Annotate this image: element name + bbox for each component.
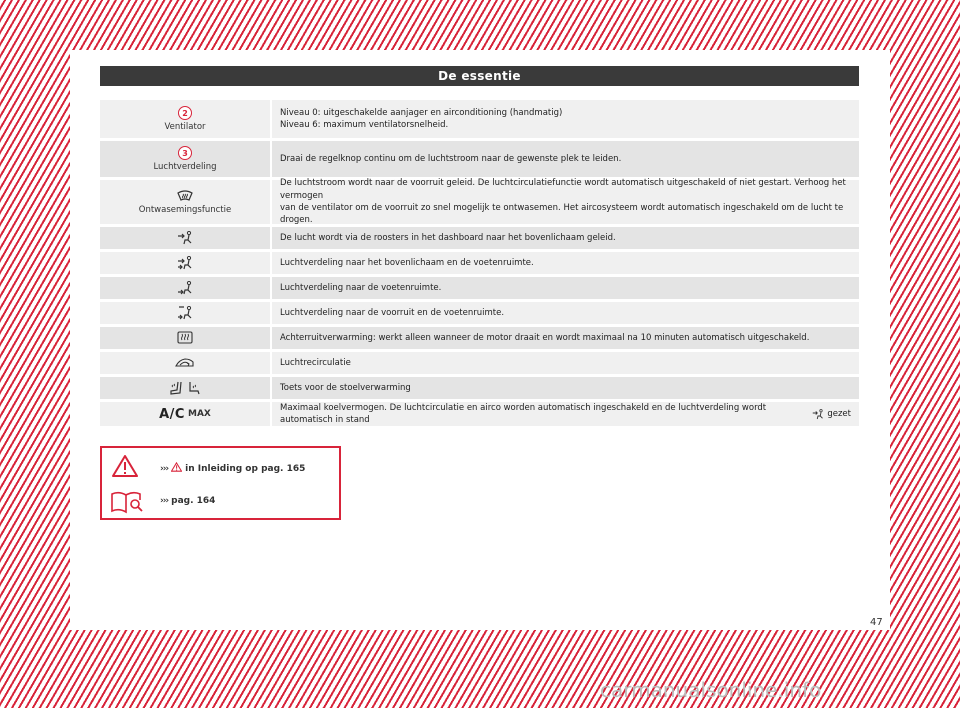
warning-reference[interactable] — [160, 462, 305, 475]
table-row — [100, 252, 859, 274]
airflow-upper-feet-icon — [177, 256, 193, 270]
description-line: Luchtverdeling naar de voetenruimte. — [280, 282, 442, 293]
row-description — [272, 252, 859, 274]
row-label-cell — [100, 100, 270, 138]
page-reference[interactable] — [160, 496, 215, 506]
row-label-cell — [100, 277, 270, 299]
description-line: Luchtverdeling naar de voorruit en de voetenruimte. — [280, 307, 505, 318]
row-label-cell — [100, 327, 270, 349]
row-description — [272, 100, 859, 138]
row-description — [272, 377, 859, 399]
row-description — [272, 402, 859, 426]
manual-book-icon — [110, 490, 144, 518]
row-description — [272, 180, 859, 224]
table-row — [100, 352, 859, 374]
description-line: gezet — [827, 408, 851, 419]
rear-defrost-icon — [177, 331, 193, 345]
row-label: Ventilator — [164, 122, 206, 132]
table-row — [100, 141, 859, 177]
table-row — [100, 277, 859, 299]
reference-text: pag. 164 — [171, 496, 216, 506]
row-description — [272, 227, 859, 249]
airflow-windshield-feet-icon — [177, 306, 193, 320]
number-badge: 3 — [178, 146, 192, 160]
row-description — [272, 277, 859, 299]
number-badge: 2 — [178, 106, 192, 120]
table-row — [100, 327, 859, 349]
table-row — [100, 377, 859, 399]
page-number: 47 — [870, 617, 883, 628]
row-label-cell — [100, 352, 270, 374]
row-label-cell — [100, 377, 270, 399]
warning-box — [100, 446, 341, 520]
row-label-cell — [100, 402, 270, 426]
row-label-cell — [100, 302, 270, 324]
description-line: Maximaal koelvermogen. De luchtcirculatie en airco worden automatisch ingeschakeld en de luchtverdeling wordt automatisch in stand — [280, 402, 767, 425]
row-label-cell — [100, 227, 270, 249]
airflow-feet-icon — [177, 281, 193, 295]
section-title: De essentie — [438, 69, 521, 83]
ac-max-label: MAX — [187, 409, 211, 419]
description-line: Draai de regelknop continu om de luchtstroom naar de gewenste plek te leiden. — [280, 153, 622, 164]
table-row — [100, 402, 859, 426]
description-line: Toets voor de stoelverwarming — [280, 382, 411, 393]
row-description — [272, 352, 859, 374]
reference-arrows: ››› — [160, 463, 169, 474]
table-row — [100, 100, 859, 138]
description-line: Luchtrecirculatie — [280, 357, 351, 368]
description-line: De luchtstroom wordt naar de voorruit geleid. De luchtcirculatiefunctie wordt automatisch uitgeschakeld of niet gestart. Verhoog het vermogen — [280, 178, 846, 201]
defrost-icon — [177, 190, 193, 202]
row-label-cell — [100, 252, 270, 274]
ac-label: A/C — [159, 406, 185, 422]
row-description — [272, 141, 859, 177]
airflow-upper-body-icon — [812, 409, 824, 420]
row-description — [272, 302, 859, 324]
row-label-cell — [100, 180, 270, 224]
reference-arrows: ››› — [160, 496, 169, 506]
reference-text: in Inleiding op pag. 165 — [185, 463, 306, 474]
row-label: Ontwasemingsfunctie — [138, 204, 232, 215]
description-line: Luchtverdeling naar het bovenlichaam en de voetenruimte. — [280, 257, 534, 268]
row-description — [272, 327, 859, 349]
table-row — [100, 180, 859, 224]
small-warning-icon — [171, 462, 182, 475]
airflow-upper-body-icon — [177, 231, 193, 245]
description-line: van de ventilator om de voorruit zo snel mogelijk te ontwasemen. Het aircosysteem wordt automatisch ingeschakeld om de lucht te drogen. — [280, 203, 844, 226]
description-line: Achterruitverwarming: werkt alleen wanneer de motor draait en wordt maximaal na 10 minuten automatisch uitgeschakeld. — [280, 332, 810, 343]
row-label-cell — [100, 141, 270, 177]
recirculation-icon — [175, 357, 195, 369]
table-row — [100, 302, 859, 324]
description-line: Niveau 0: uitgeschakelde aanjager en airconditioning (handmatig) — [280, 107, 563, 118]
section-header — [100, 66, 859, 86]
warning-triangle-icon — [112, 454, 138, 482]
table-row — [100, 227, 859, 249]
seat-heating-icon — [168, 381, 202, 395]
essentials-table — [100, 100, 859, 429]
description-line: Niveau 6: maximum ventilatorsnelheid. — [280, 120, 449, 130]
description-line: De lucht wordt via de roosters in het dashboard naar het bovenlichaam geleid. — [280, 232, 616, 243]
watermark: carmanualsonline.info — [600, 678, 822, 702]
row-label: Luchtverdeling — [153, 162, 217, 172]
